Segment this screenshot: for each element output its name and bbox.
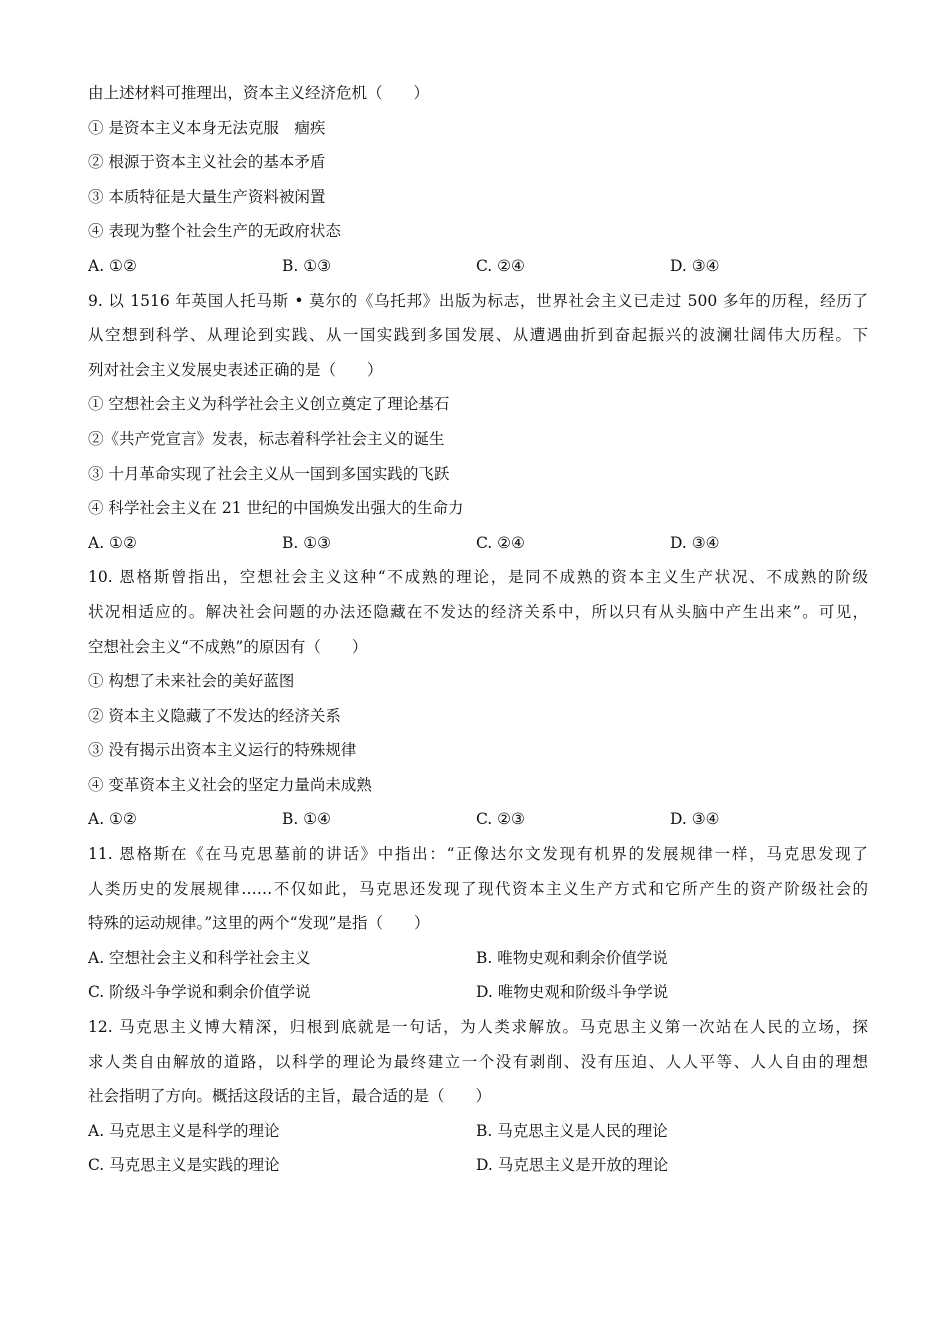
question-stem-line: 社会指明了方向。概括这段话的主旨，最合适的是（ ） [88,1087,492,1106]
statement-3: ③ 没有揭示出资本主义运行的特殊规律 [88,741,357,760]
option-d[interactable]: D. 马克思主义是开放的理论 [476,1156,669,1175]
statement-1: ① 构想了未来社会的美好蓝图 [88,672,295,691]
question-stem-line: 特殊的运动规律。”这里的两个“发现”是指（ ） [88,914,430,933]
statement-1: ① 空想社会主义为科学社会主义创立奠定了理论基石 [88,395,450,414]
question-8 [88,76,868,284]
question-stem-line: 状况相适应的。解决社会问题的办法还隐藏在不发达的经济关系中，所以只有从头脑中产生出来”。可见， [88,602,868,621]
option-d[interactable]: D. ③④ [670,256,720,275]
statement-4: ④ 科学社会主义在 21 世纪的中国焕发出强大的生命力 [88,499,464,518]
answer-options [88,802,868,837]
option-c[interactable]: C. ②④ [476,533,525,552]
question-9 [88,284,868,561]
statement-2: ②《共产党宣言》发表，标志着科学社会主义的诞生 [88,429,445,448]
statement-1: ① 是资本主义本身无法克服 痼疾 [88,118,326,137]
option-b[interactable]: B. ①③ [282,533,332,552]
option-d[interactable]: D. 唯物史观和阶级斗争学说 [476,983,669,1002]
statement-2: ② 资本主义隐藏了不发达的经济关系 [88,706,341,725]
question-stem-line: 10. 恩格斯曾指出，空想社会主义这种“不成熟的理论，是同不成熟的资本主义生产状况、不成熟的阶级 [88,568,868,587]
statement-4: ④ 表现为整个社会生产的无政府状态 [88,222,341,241]
answer-options-row-1 [88,941,868,976]
question-stem-line: 9. 以 1516 年英国人托马斯 • 莫尔的《乌托邦》出版为标志，世界社会主义已走过 500 多年的历程，经历了 [88,291,868,310]
option-c[interactable]: C. ②④ [476,256,525,275]
question-stem-line: 12. 马克思主义博大精深，归根到底就是一句话，为人类求解放。马克思主义第一次站在人民的立场，探 [88,1018,868,1037]
question-10 [88,560,868,837]
answer-options-row-2 [88,975,868,1010]
option-b[interactable]: B. ①③ [282,256,332,275]
question-stem-line: 空想社会主义“不成熟”的原因有（ ） [88,637,368,656]
option-c[interactable]: C. 马克思主义是实践的理论 [88,1156,280,1175]
option-d[interactable]: D. ③④ [670,533,720,552]
option-b[interactable]: B. 马克思主义是人民的理论 [476,1121,668,1140]
option-c[interactable]: C. ②③ [476,810,525,829]
question-list [88,76,868,1183]
option-a[interactable]: A. ①② [88,256,137,275]
option-b[interactable]: B. 唯物史观和剩余价值学说 [476,948,668,967]
option-a[interactable]: A. ①② [88,533,137,552]
question-stem-line: 求人类自由解放的道路，以科学的理论为最终建立一个没有剥削、没有压迫、人人平等、人人自由的理想 [88,1052,868,1071]
question-stem-line: 列对社会主义发展史表述正确的是（ ） [88,360,383,379]
statement-3: ③ 十月革命实现了社会主义从一国到多国实践的飞跃 [88,464,450,483]
question-stem-line: 由上述材料可推理出，资本主义经济危机（ ） [88,84,430,102]
question-11 [88,837,868,1010]
option-d[interactable]: D. ③④ [670,810,720,829]
statement-2: ② 根源于资本主义社会的基本矛盾 [88,153,326,172]
answer-options [88,526,868,561]
answer-options-row-2 [88,1148,868,1183]
option-c[interactable]: C. 阶级斗争学说和剩余价值学说 [88,983,311,1002]
option-a[interactable]: A. ①② [88,810,137,829]
option-b[interactable]: B. ①④ [282,810,332,829]
answer-options [88,249,868,284]
question-stem-line: 11. 恩格斯在《在马克思墓前的讲话》中指出：“正像达尔文发现有机界的发展规律一样，马克思发现了 [88,845,868,864]
answer-options-row-1 [88,1114,868,1149]
question-stem-line: 人类历史的发展规律……不仅如此，马克思还发现了现代资本主义生产方式和它所产生的资产阶级社会的 [88,879,868,898]
question-stem-line: 从空想到科学、从理论到实践、从一国实践到多国发展、从遭遇曲折到奋起振兴的波澜壮阔伟大历程。下 [88,326,868,345]
statement-3: ③ 本质特征是大量生产资料被闲置 [88,187,326,206]
statement-4: ④ 变革资本主义社会的坚定力量尚未成熟 [88,775,372,794]
option-a[interactable]: A. 马克思主义是科学的理论 [88,1121,280,1140]
question-12 [88,1010,868,1183]
option-a[interactable]: A. 空想社会主义和科学社会主义 [88,948,311,967]
